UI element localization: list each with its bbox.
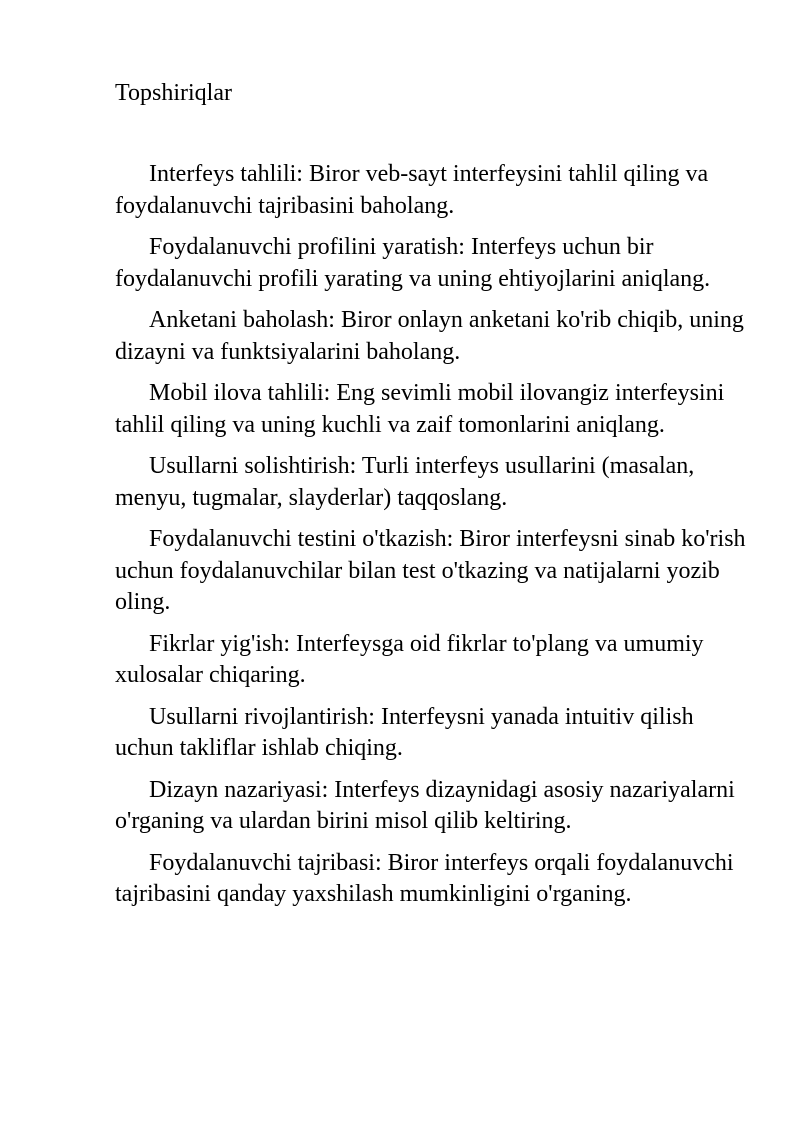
task-item: Foydalanuvchi tajribasi: Biror interfeys orqali foydalanuvchi tajribasini qanday yaxshilash mumkinligini o'rganing. [115,849,734,907]
task-item: Dizayn nazariyasi: Interfeys dizaynidagi asosiy nazariyalarni o'rganing va ulardan birini misol qilib keltiring. [115,776,735,834]
document-title: Topshiriqlar [115,80,232,106]
task-item: Foydalanuvchi testini o'tkazish: Biror interfeysni sinab ko'rish uchun foydalanuvchilar bilan test o'tkazing va natijalarni yozib oling. [115,526,746,615]
task-item: Foydalanuvchi profilini yaratish: Interfeys uchun bir foydalanuvchi profili yarating va uning ehtiyojlarini aniqlang. [115,234,711,292]
task-item: Mobil ilova tahlili: Eng sevimli mobil ilovangiz interfeysini tahlil qiling va uning kuchli va zaif tomonlarini aniqlang. [115,380,725,438]
task-item: Fikrlar yig'ish: Interfeysga oid fikrlar to'plang va umumiy xulosalar chiqaring. [115,630,704,688]
task-item: Usullarni rivojlantirish: Interfeysni yanada intuitiv qilish uchun takliflar ishlab chiqing. [115,703,694,761]
task-item: Interfeys tahlili: Biror veb-sayt interfeysini tahlil qiling va foydalanuvchi tajribasini baholang. [115,161,709,219]
task-item: Usullarni solishtirish: Turli interfeys usullarini (masalan, menyu, tugmalar, slayderlar) taqqoslang. [115,453,695,511]
task-list [115,159,755,921]
task-item: Anketani baholash: Biror onlayn anketani ko'rib chiqib, uning dizayni va funktsiyalarini baholang. [115,307,744,365]
